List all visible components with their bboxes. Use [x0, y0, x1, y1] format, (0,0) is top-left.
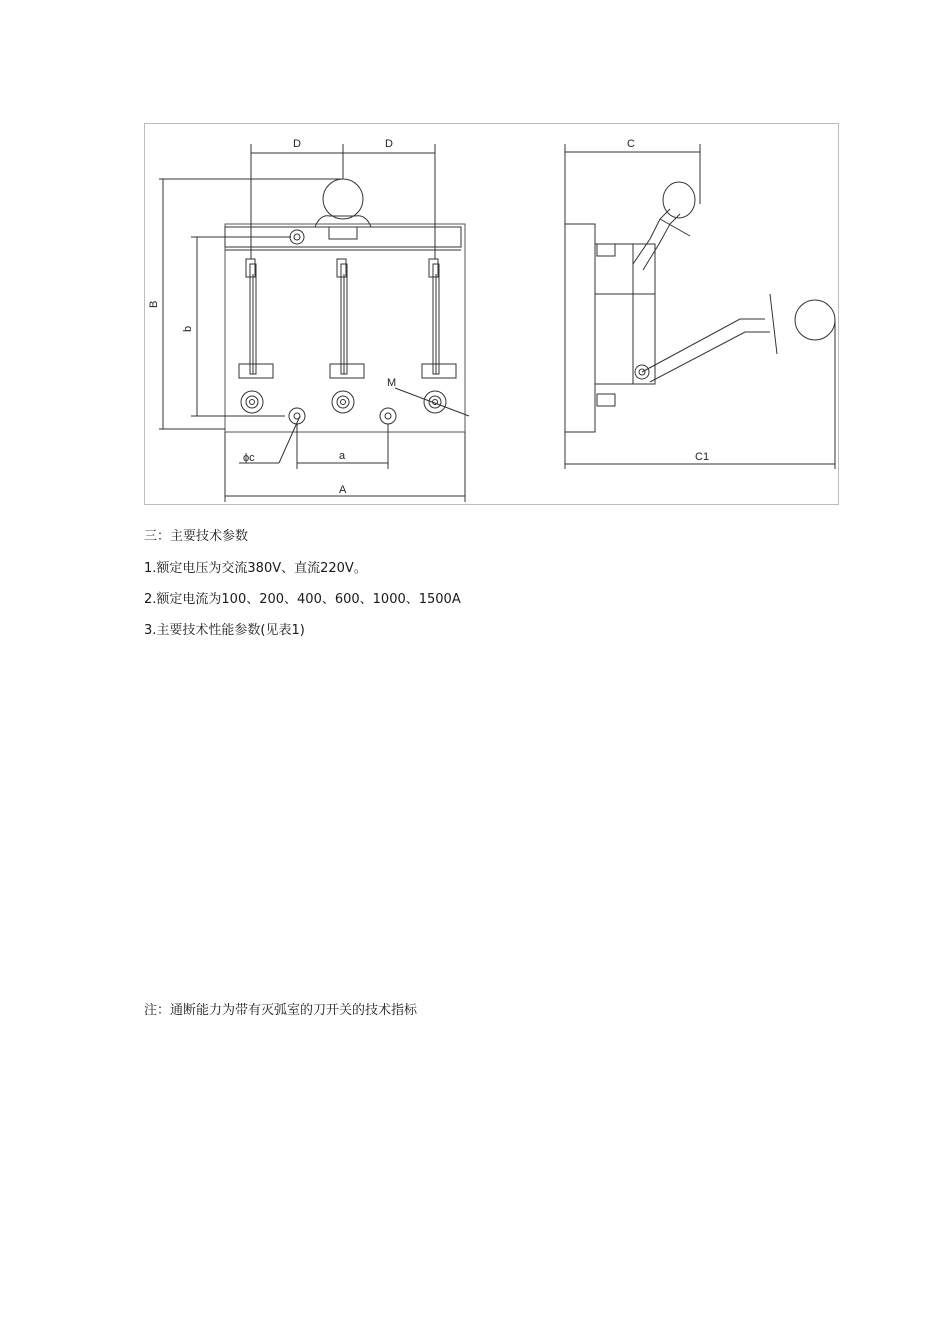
front-view — [159, 144, 469, 502]
dim-label-c1: C1 — [695, 451, 710, 463]
dim-label-c: C — [627, 138, 635, 150]
spec-item-current: 2.额定电流为100、200、400、600、1000、1500A — [144, 592, 461, 607]
dimension-drawing — [144, 123, 839, 505]
spec-item-voltage: 1.额定电压为交流380V、直流220V。 — [144, 561, 367, 576]
dim-label-d2: D — [385, 138, 393, 150]
dim-label-d1: D — [293, 138, 301, 150]
section-heading: 三：主要技术参数 — [144, 529, 249, 544]
footnote: 注：通断能力为带有灭弧室的刀开关的技术指标 — [144, 1003, 418, 1018]
dim-label-phi-c: ϕc — [243, 452, 255, 464]
side-view — [565, 144, 835, 469]
dim-label-b-upper: B — [148, 300, 160, 308]
dim-label-b-lower: b — [182, 325, 194, 332]
spec-item-performance: 3.主要技术性能参数(见表1) — [144, 623, 305, 638]
knife-switch-drawing — [145, 124, 840, 506]
dim-label-a-lower: a — [339, 450, 346, 462]
dim-label-a-upper: A — [339, 484, 347, 496]
dim-label-m: M — [387, 377, 397, 389]
